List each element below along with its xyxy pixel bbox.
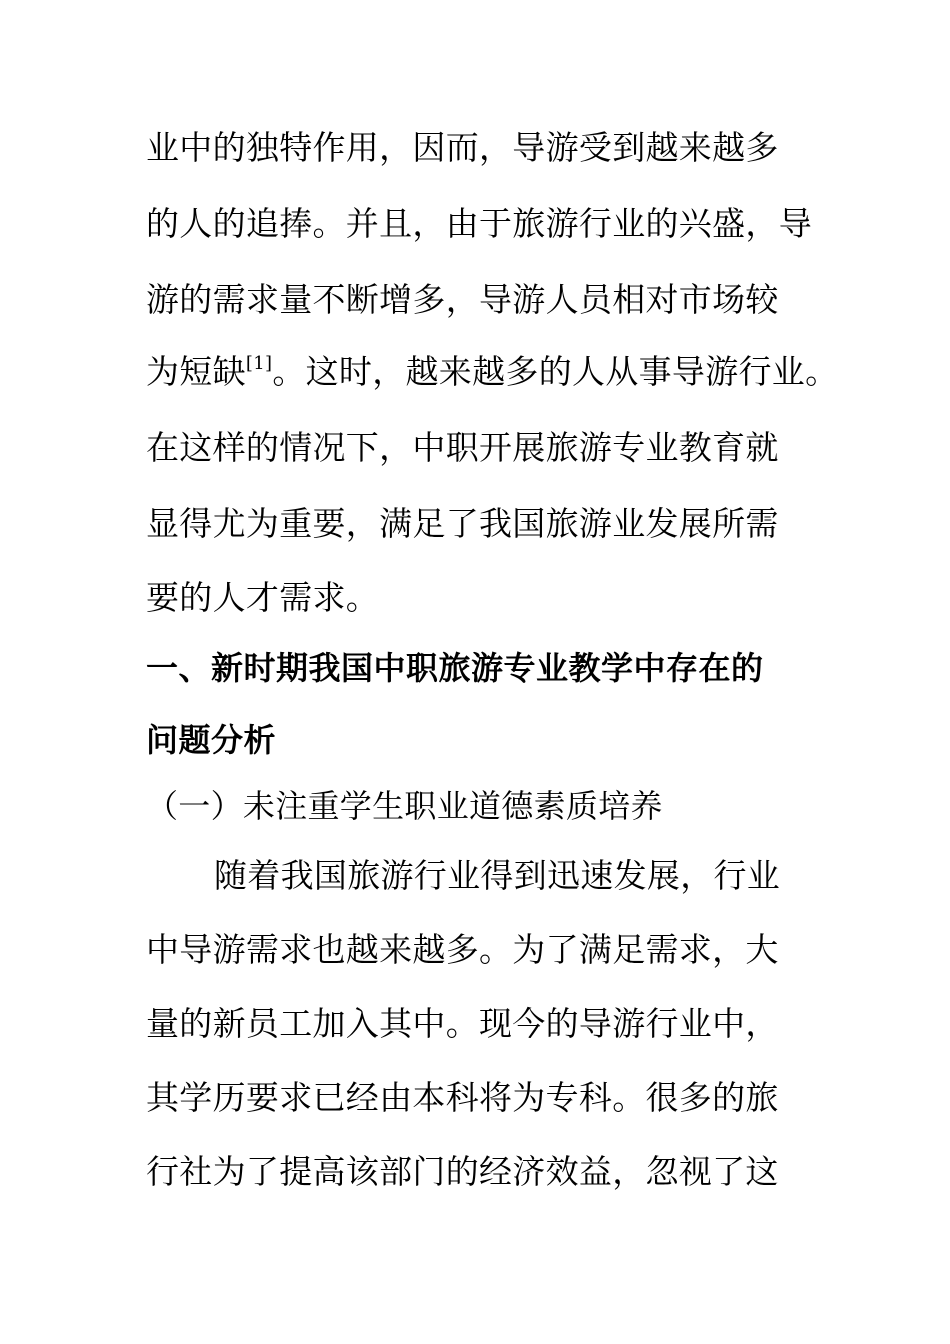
body-text-line: 中导游需求也越来越多。为了满足需求，大 (146, 930, 779, 969)
body-text-line-with-citation (146, 352, 846, 392)
body-text-line: 在这样的情况下，中职开展旅游专业教育就 (146, 428, 779, 467)
body-text-line: 行社为了提高该部门的经济效益，忽视了这 (146, 1152, 779, 1191)
body-text-segment: 。这时，越来越多的人从事导游行业。 (272, 352, 839, 391)
body-text-line: 随着我国旅游行业得到迅速发展，行业 (214, 856, 781, 895)
section-heading-line: 一、新时期我国中职旅游专业教学中存在的 (146, 649, 764, 687)
body-text-line: 量的新员工加入其中。现今的导游行业中， (146, 1004, 779, 1043)
body-text-segment: 为短缺 (146, 352, 246, 391)
body-text-line: 要的人才需求。 (146, 578, 380, 617)
section-heading-line: 问题分析 (146, 721, 277, 759)
body-text-line: 显得尤为重要，满足了我国旅游业发展所需 (146, 504, 779, 543)
subsection-heading: （一）未注重学生职业道德素质培养 (146, 787, 663, 825)
citation-reference: [1] (245, 353, 273, 374)
body-text-line: 的人的追捧。并且，由于旅游行业的兴盛，导 (146, 204, 812, 243)
body-text-line: 业中的独特作用，因而，导游受到越来越多 (146, 128, 779, 167)
body-text-line: 游的需求量不断增多，导游人员相对市场较 (146, 280, 779, 319)
body-text-line: 其学历要求已经由本科将为专科。很多的旅 (146, 1078, 779, 1117)
